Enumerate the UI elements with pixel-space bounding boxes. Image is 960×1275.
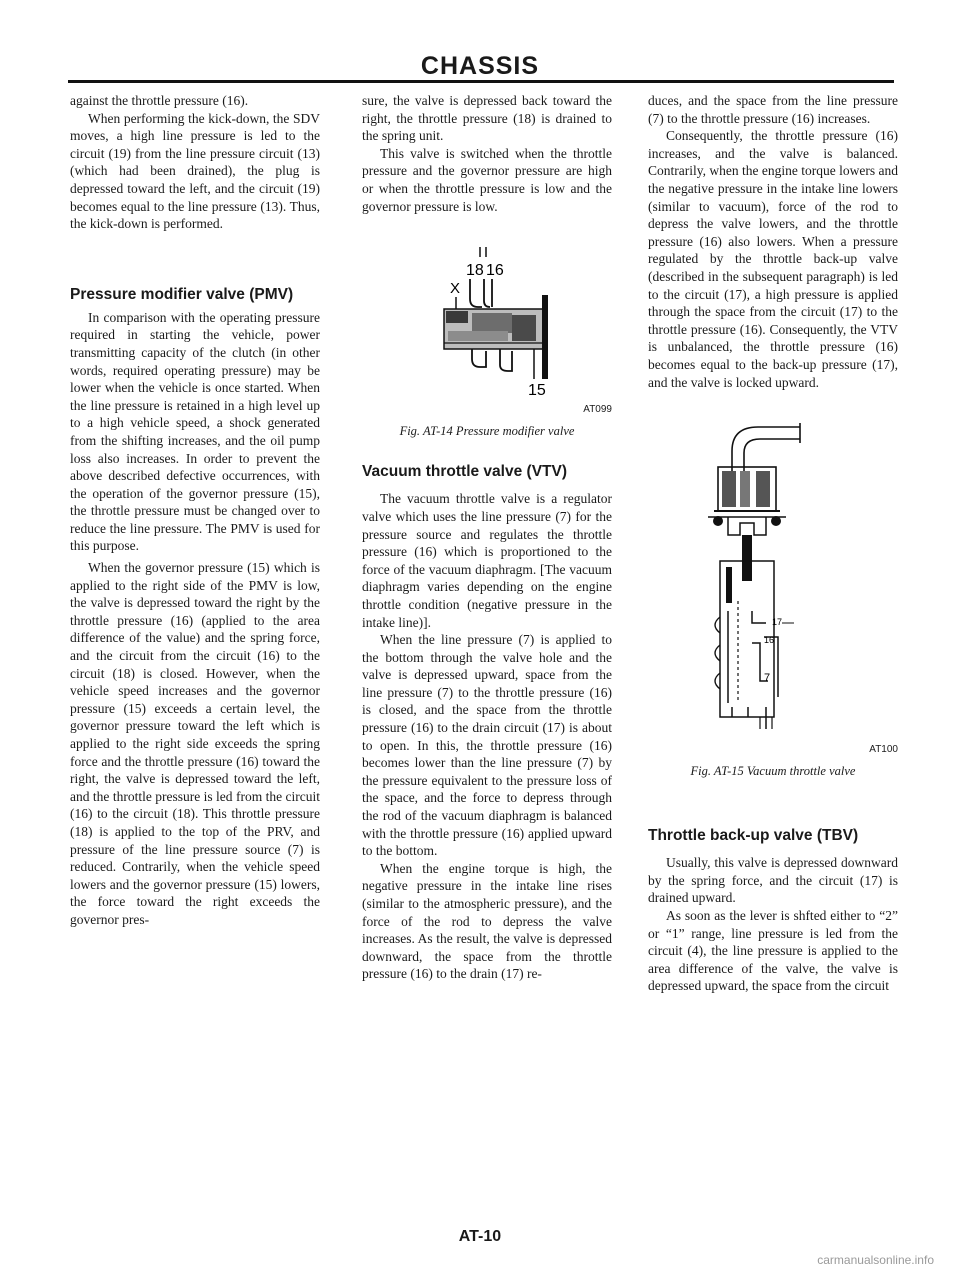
paragraph: duces, and the space from the line pressure (7) to the throttle pressure (16) increases. (648, 93, 898, 126)
figure-code: AT100 (869, 744, 898, 756)
paragraph: This valve is switched when the throttle pressure and the governor pressure are high or when the throttle pressure is low and the governor pressure is low. (362, 145, 612, 214)
label-x: X (450, 280, 461, 298)
label-16: 16 (764, 635, 775, 646)
watermark: carmanualsonline.info (817, 1253, 934, 1267)
label-17: 17 (772, 617, 783, 628)
figure-at-15 (648, 411, 898, 780)
paragraph: Consequently, the throttle pressure (16) increases, and the valve is balanced. Contrarily, when the engine torque lowers and the negative pressure in the intake line lowers (similar to vacuum), force of the rod to depress the valve lowers, and the throttle pressure (16) also lowers. When a pressure regulated by the throttle back-up valve (described in the subsequent paragraph) is led to the circuit (17), a high pressure is applied through the space from the circuit (17) to the throttle pressure (16). Consequently, the VTV is unbalanced, the throttle pressure (16) becomes equal to the back-up pressure (17), and the valve is locked upward. (648, 128, 898, 390)
paragraph: sure, the valve is depressed back toward the right, the throttle pressure (18) is drained to the spring unit. (362, 93, 612, 144)
section-heading-pmv: Pressure modifier valve (PMV) (70, 285, 294, 303)
paragraph: against the throttle pressure (16). (70, 93, 249, 108)
label-16: 16 (486, 262, 504, 280)
label-18: 18 (466, 262, 484, 280)
pressure-modifier-valve-diagram (362, 231, 612, 401)
figure-at-14 (362, 231, 612, 440)
page-title: CHASSIS (420, 52, 540, 80)
paragraph: When the engine torque is high, the negative pressure in the intake line rises (similar to the atmospheric pressure), and the force of the rod to depress the valve increases. As the result, the valve is depressed downward, the space from the throttle pressure (16) to the drain (17) re- (362, 860, 612, 982)
label-7: 7 (764, 672, 771, 685)
paragraph: As soon as the lever is shfted either to “2” or “1” range, line pressure is led from the circuit (4), the line pressure is applied to the area difference of the valve, the valve is depressed upward, the space from the circuit (648, 908, 898, 994)
column-2 (362, 92, 612, 983)
figure-caption: Fig. AT-15 Vacuum throttle valve (690, 763, 856, 778)
vacuum-throttle-valve-diagram (648, 411, 898, 741)
paragraph: When performing the kick-down, the SDV moves, a high line pressure is led to the circuit (19) from the line pressure circuit (13) (which had been drained), the plug is depressed toward the left, and the circuit (19) becomes equal to the line pressure (13). Thus, the kick-down is performed. (70, 110, 320, 232)
page-number: AT-10 (458, 1228, 502, 1245)
section-heading-tbv: Throttle back-up valve (TBV) (648, 827, 859, 845)
figure-caption: Fig. AT-14 Pressure modifier valve (399, 423, 575, 438)
section-heading-vtv: Vacuum throttle valve (VTV) (362, 463, 567, 481)
paragraph: When the governor pressure (15) which is applied to the right side of the PMV is low, the valve is depressed toward the right by the throttle pressure (16) (applied to the area difference of the value) and the spring force, and the circuit from the circuit (16) to the circuit (18) is closed. However, when the vehicle speed increases and the governor pressure (15) exceeds a certain level, the governor pressure toward the left which is applied to the right side exceeds the spring force and the throttle pressure (16) toward the right, the valve is depressed toward the left, and the throttle pressure is led from the circuit (16) to the circuit (18). This throttle pressure (18) is applied to the top of the PRV, and pressure of the line pressure source (7) is reduced. Contrarily, when the vehicle speed lowers and the governor pressure (15) lowers, the force toward the right exceeds the governor pres- (70, 560, 320, 927)
column-1 (70, 92, 320, 929)
figure-code: AT099 (583, 404, 612, 416)
header-rule (68, 80, 894, 83)
paragraph: The vacuum throttle valve is a regulator valve which uses the line pressure (7) for the pressure source and regulates the throttle pressure (16) which is proportioned to the force of the vacuum diaphragm. [The vacuum diaphragm varies depending on the engine throttle condition (negative pressure in the intake line)]. (362, 491, 612, 630)
paragraph: In comparison with the operating pressure required in starting the vehicle, power transmitting capacity of the clutch (in other words, required operating pressure) may be lower when the vehicle is once started. When the line pressure is retained in a high level up to a high vehicle speed, a shock generated from the shifting increases, and the oil pump loss also increases. In order to prevent the above described defective occurrences, with the operation of the governor pressure (15), the throttle pressure must be changed over to reduce the line pressure. The PMV is used for this purpose. (70, 309, 320, 554)
paragraph: Usually, this valve is depressed downward by the spring force, and the circuit (17) is drained upward. (648, 855, 898, 906)
paragraph: When the line pressure (7) is applied to the bottom through the valve hole and the valve is depressed upward, space from the line pressure (7) to the throttle pressure (16) is closed, and the space from the throttle pressure (16) to the drain circuit (17) is about to open. In this, the throttle pressure (16) becomes lower than the line pressure (7) by the pressure equivalent to the pressure loss of the space, and the force to depress through the rod of the vacuum diaphragm is balanced with the throttle pressure (16) applied upward to the bottom. (362, 632, 612, 859)
column-3 (648, 92, 898, 995)
label-15: 15 (528, 382, 546, 400)
